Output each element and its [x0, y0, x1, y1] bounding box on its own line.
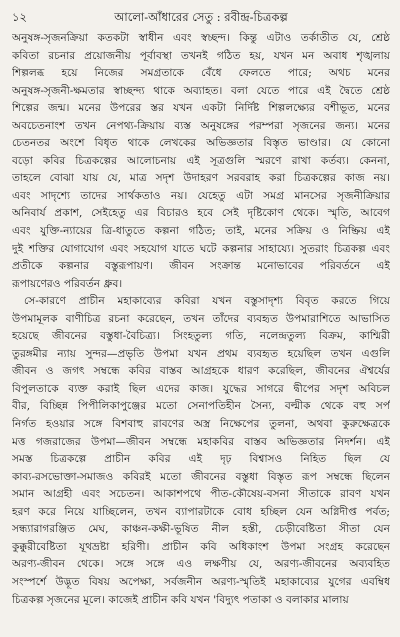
text-line: নির্গত হওয়ার সঙ্গে বিশবাহু রাবণের অস্ত্র নিক্ষেপের তুলনা, অথবা কুরুক্ষেত্রকে [12, 418, 390, 431]
text-line: সমান আগ্রহী এবং সচেতন। আকাশপথে পীত-কৌষেয়-বসনা সীতাকে রাবণ যখন [12, 488, 390, 501]
text-line: শিল্পলব্ধ হয়ে নিজের সমগ্রতাকে বেঁধে ফেলতে পারে; অথচ মনের [12, 67, 390, 80]
text-line: বিপুলতাকে ব্যক্ত করাই ছিল এদের কাজ। যুদ্ধের সাগরে দ্বীপের সদৃশ অবিচল [12, 382, 390, 395]
text-line: সংস্পর্শে উদ্ভূত বিষয় অপেক্ষা, সর্বজনীন অরণ্য-স্মৃতিই মহাকাব্যের যুগের এবম্বিধ [12, 575, 390, 588]
text-line: অনুষঙ্গ-সৃজনক্রিয়া কতকটা স্বাধীন এবং স্বচ্ছন্দ। কিন্তু এটাও তর্কাতীত যে, শ্রেষ্ঠ [12, 32, 390, 44]
text-line: বীর, বিচ্ছিন্ন পিপীলিকাপুঞ্জের মতো সেনাপতিহীন সৈন্য, বল্মীক থেকে বহু সর্প [12, 400, 390, 413]
text-line: কাব্য-রসভোক্তা-সমাজও কবিরই মতো জীবনের বস্তুধা বিস্তৃত রূপ সম্বন্ধে ছিলেন [12, 470, 390, 483]
text-line: সন্ধ্যারাগরঞ্জিত মেঘ, কাঞ্চন-কক্ষী-ভূষিত নীল হস্তী, চেড়ীবেষ্টিতা সীতা যেন [12, 523, 390, 536]
text-line: এবং সাদৃশ্যে তাদের সার্থকতাও নয়। যেহেতু এটা সমগ্র মানসের সৃজনীক্রিয়ার [12, 189, 390, 202]
text-line: চিত্রকল্প সৃজনের মূলে। কাজেই প্রাচীন কবি যখন 'বিদ্যুৎ পতাকা ও বলাকার মালায় [12, 593, 349, 606]
text-line: প্রতীকে কল্পনার বস্তুরূপায়ণ। জীবন সংক্রান্ত মনোভাবের পরিবর্তনে এই [12, 260, 390, 273]
text-line: উপমামূলক বাণীচিত্র রচনা করেছেন, তখন তাঁদের ব্যবহৃত উপমারাশিতে আভাসিত [12, 312, 390, 325]
text-line: চেতনতর অংশে বিধৃত থাকে লেখকের অভিজ্ঞতার বিস্তৃত ভাণ্ডার। যে কোনো [12, 137, 390, 150]
page-header [12, 6, 390, 28]
text-line: হরণ করে নিয়ে যাচ্ছিলেন, তখন ব্যাপারটাকে বোধ হচ্ছিল যেন অগ্নিদীপ্ত পর্বত; [12, 505, 390, 518]
text-line: অনুষঙ্গ-সৃজনী-ক্ষমতার স্বাচ্ছন্দ্য থাকে অব্যাহত। বলা যেতে পারে এই দ্বৈতে শ্রেষ্ঠ [12, 84, 390, 97]
text-line: দুই শক্তির যোগাযোগ এবং সহযোগ যাতে ঘটে কল্পনার সাহায্যে। সুতরাং চিত্রকল্প এবং [12, 242, 390, 255]
text-line: জীবন ও জগৎ সম্বন্ধে কবির বাস্তব আগ্রহকে ধারণ করেছিল, জীবনের ঐশ্বর্যের [12, 365, 390, 378]
page-number: ১২ [12, 10, 27, 24]
text-line: মত্ত গজরাজের উপমা—জীবন সম্বন্ধে মহাকবির বাস্তব অভিজ্ঞতার নিদর্শন। এই [12, 435, 390, 448]
paragraph [12, 30, 390, 293]
text-line: শিল্পের জন্ম। মনের উপরের স্তর যখন একটা নির্দিষ্ট শিল্পলক্ষ্যের বশীভূত, মনের [12, 102, 390, 115]
body-text [12, 30, 390, 609]
text-line: কুক্কুরীবেষ্টিতা যূথভ্রষ্টা হরিণী। প্রাচীন কবি অধিকাংশ উপমা সংগ্রহ করেছেন [12, 540, 390, 553]
text-line: অরণ্য-জীবন থেকে। সঙ্গে সঙ্গে এও লক্ষণীয় যে, অরণ্য-জীবনের অব্যবহিত [12, 558, 390, 571]
text-line: অবচেতনাংশ তখন নেপথ্য-ক্রিয়ায় ব্যস্ত অনুষঙ্গের পরম্পরা সৃজনের জন্য। মনের [12, 119, 390, 132]
text-line: বড়ো কবির চিত্রকল্পের আলোচনায় এই সূত্রগুলি স্মরণে রাখা কর্তব্য। কেননা, [12, 154, 390, 167]
text-line: অনিবার্য প্রকাশ, সেইহেতু এর বিচারও হবে সেই দৃষ্টিকোণ থেকে। স্মৃতি, আবেগ [12, 207, 390, 220]
text-line: সে-কারণে প্রাচীন মহাকাব্যের কবিরা যখন বস্তুসাদৃশ্য বিবৃত করতে গিয়ে [24, 295, 390, 308]
text-line: কবিতা রচনার প্রয়োজনীয় পূর্বাবস্থা তখনই গঠিত হয়, যখন মন অবাধ শৃঙ্খলায় [12, 49, 390, 62]
text-line: সমস্ত চিত্রকল্পে প্রাচীন কবির এই দৃঢ় বিশ্বাসও নিহিত ছিল যে [12, 453, 390, 466]
text-line: তুরঙ্গমীর ন্যায় সুন্দর—প্রভৃতি উপমা যখন প্রথম ব্যবহৃত হয়েছিল তখন এগুলি [12, 347, 390, 360]
paragraph [12, 293, 390, 609]
text-line: এবং যুক্তি-ন্যায়ের ত্রি-ধাতুতে কল্পনা গঠিত; তাই, মনের সক্রিয় ও নিষ্ক্রিয় এই [12, 225, 390, 238]
text-line: হয়েছে জীবনের বস্তুধা-বৈচিত্র্য। সিংহতুল্য গতি, নলেন্দ্রতুল্য বিক্রম, কাশ্মিরী [12, 330, 390, 343]
text-line: রূপায়ণেরও পরিবর্তন ধ্রুব। [12, 277, 123, 290]
text-line: তাহলে বোঝা যায় যে, মাত্র সদৃশ উদাহরণ সরবরাহ করা চিত্রকল্পের কাজ নয়। [12, 172, 390, 185]
running-title: আলো-আঁধারের সেতু : রবীন্দ্র-চিত্রকল্প [114, 10, 288, 24]
